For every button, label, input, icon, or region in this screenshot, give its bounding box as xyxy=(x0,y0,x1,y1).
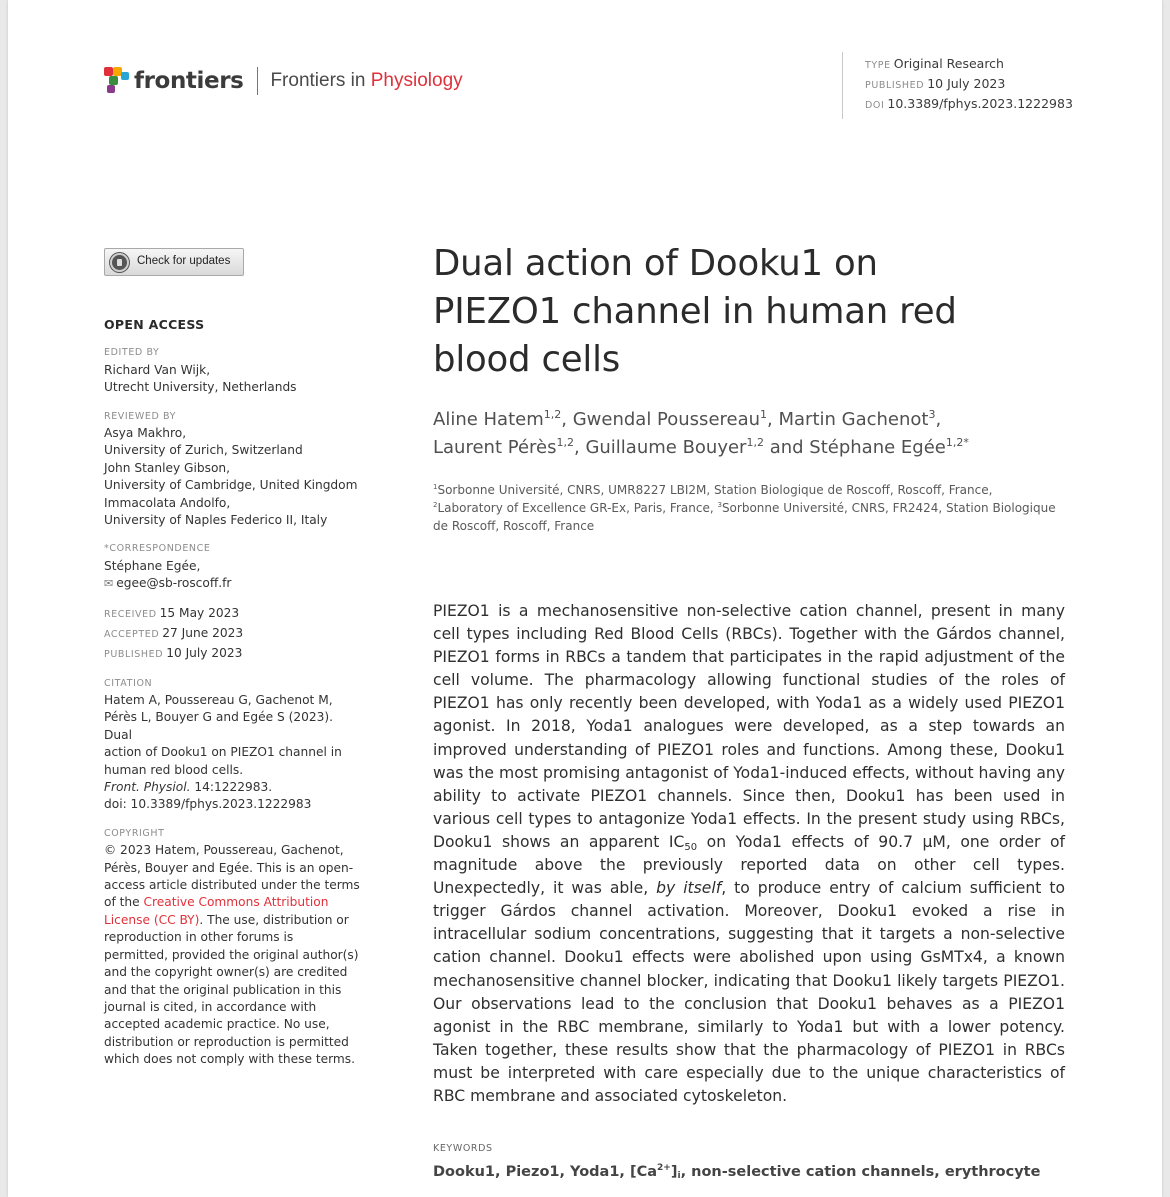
author[interactable]: Aline Hatem$^{1,2}$ xyxy=(433,408,562,430)
paper-page xyxy=(8,0,1162,1197)
bookmark-icon xyxy=(110,253,129,272)
author[interactable]: Martin Gachenot$^3$ xyxy=(778,408,936,430)
author[interactable]: Stéphane Egée$^{1,2*}$ xyxy=(809,436,969,458)
frontiers-logo[interactable] xyxy=(104,67,463,95)
article-doi: DOI 10.3389/fphys.2023.1222983 xyxy=(865,96,1073,111)
check-for-updates-button[interactable]: Check for updates xyxy=(104,248,244,276)
keywords: Dooku1, Piezo1, Yoda1, $[Ca^{2+}]_i$, non-selective cation channels, erythrocyte xyxy=(433,1163,1041,1181)
logo-word: frontiers xyxy=(134,68,244,94)
correspondence-section: *CORRESPONDENCE Stéphane Egée, ✉ egee@sb-roscoff.fr xyxy=(104,540,364,592)
article-published: PUBLISHED 10 July 2023 xyxy=(865,76,1006,91)
article-type: TYPE Original Research xyxy=(865,56,1004,71)
open-access-label: OPEN ACCESS xyxy=(104,316,205,332)
mail-icon: ✉ xyxy=(104,577,114,591)
abstract: PIEZO1 is a mechanosensitive non-selective cation channel, present in many cell types including Red Blood Cells (RBCs). Together with the Gárdos channel, PIEZO1 forms in RBCs a tandem that participates in the rapid adjustment of the cell volume. The pharmacology allowing functional studies of the roles of PIEZO1 has only recently been developed, with Yoda1 as a widely used PIEZO1 agonist. In 2018, Yoda1 analogues were developed, as a step towards an improved understanding of PIEZO1 roles and functions. Among these, Dooku1 was the most promising antagonist of Yoda1-induced effects, without having any ability to activate PIEZO1 channels. Since then, Dooku1 has been used in various cell types to antagonize Yoda1 effects. In the present study using RBCs, Dooku1 shows an apparent $IC_{50}$ on Yoda1 effects of 90.7 µM, one order of magnitude above the previously reported data on other cell types. Unexpectedly, it was able, by itself, to produce entry of calcium sufficient to trigger Gárdos channel activation. Moreover, Dooku1 evoked a rise in intracellular sodium concentrations, suggesting that it targets a non-selective cation channel. Dooku1 effects were abolished upon using GsMTx4, a known mechanosensitive channel blocker, indicating that Dooku1 likely targets PIEZO1. Our observations lead to the conclusion that Dooku1 behaves as a PIEZO1 agonist in the RBC membrane, similarly to Yoda1 but with a lower potency. Taken together, these results show that the pharmacology of PIEZO1 in RBCs must be interpreted with care especially due to the unique characteristics of RBC membrane and associated cytoskeleton. xyxy=(433,602,1066,1105)
frontiers-logo-icon xyxy=(104,67,130,95)
author[interactable]: Laurent Pérès$^{1,2}$ xyxy=(433,436,574,458)
article-meta-top xyxy=(842,52,1073,119)
article-title: Dual action of Dooku1 on PIEZO1 channel in human red blood cells xyxy=(433,243,957,380)
affiliations: $^1$Sorbonne Université, CNRS, UMR8227 LBI2M, Station Biologique de Roscoff, Roscoff, France, $^2$Laboratory of Excellence GR-Ex, Paris, France, $^3$Sorbonne Université, CNRS, FR2424, Station Biologique de Roscoff, Roscoff, France xyxy=(433,483,1056,533)
author[interactable]: Gwendal Poussereau$^1$ xyxy=(572,408,768,430)
sidebar xyxy=(104,248,364,1069)
reviewed-by-section: REVIEWED BY Asya Makhro, University of Zurich, Switzerland John Stanley Gibson, University of Cambridge, United Kingdom Immacolata Andolfo, University of Naples Federico II, Italy xyxy=(104,410,358,527)
author-list: Aline Hatem$^{1,2}$, Gwendal Poussereau$^1$, Martin Gachenot$^3$, Laurent Pérès$^{1,2}$, Guillaume Bouyer$^{1,2}$ and Stéphane Egée$^{1,2*}$ xyxy=(433,408,969,458)
copyright-section: COPYRIGHT © 2023 Hatem, Poussereau, Gachenot, Pérès, Bouyer and Egée. This is an open- access article distributed under the terms of the Creative Commons Attribution License (CC BY). The use, distribution or reproduction in other forums is permitted, provided the original author(s) and the copyright owner(s) are credited and that the original publication in this journal is cited, in accordance with accepted academic practice. No use, distribution or reproduction is permitted which does not comply with these terms. xyxy=(104,827,360,1067)
citation-section: CITATION Hatem A, Poussereau G, Gachenot M, Pérès L, Bouyer G and Egée S (2023). Dual action of Dooku1 on PIEZO1 channel in human red blood cells. Front. Physiol. 14:1222983. doi: 10.3389/fphys.2023.1222983 xyxy=(104,677,342,812)
dates-section: RECEIVED 15 May 2023 ACCEPTED 27 June 2023 PUBLISHED 10 July 2023 xyxy=(104,605,244,660)
logo-separator xyxy=(257,67,258,95)
license-link[interactable]: Creative Commons Attribution xyxy=(143,895,329,910)
correspondence-email[interactable]: ✉ egee@sb-roscoff.fr xyxy=(104,576,232,591)
license-link-cont[interactable]: License (CC BY) xyxy=(104,912,200,927)
journal-name: Frontiers in Physiology xyxy=(270,70,463,91)
edited-by-section: EDITED BY Richard Van Wijk, Utrecht University, Netherlands xyxy=(104,347,297,395)
keywords-label: KEYWORDS xyxy=(433,1143,493,1154)
author[interactable]: Guillaume Bouyer$^{1,2}$ xyxy=(585,436,764,458)
